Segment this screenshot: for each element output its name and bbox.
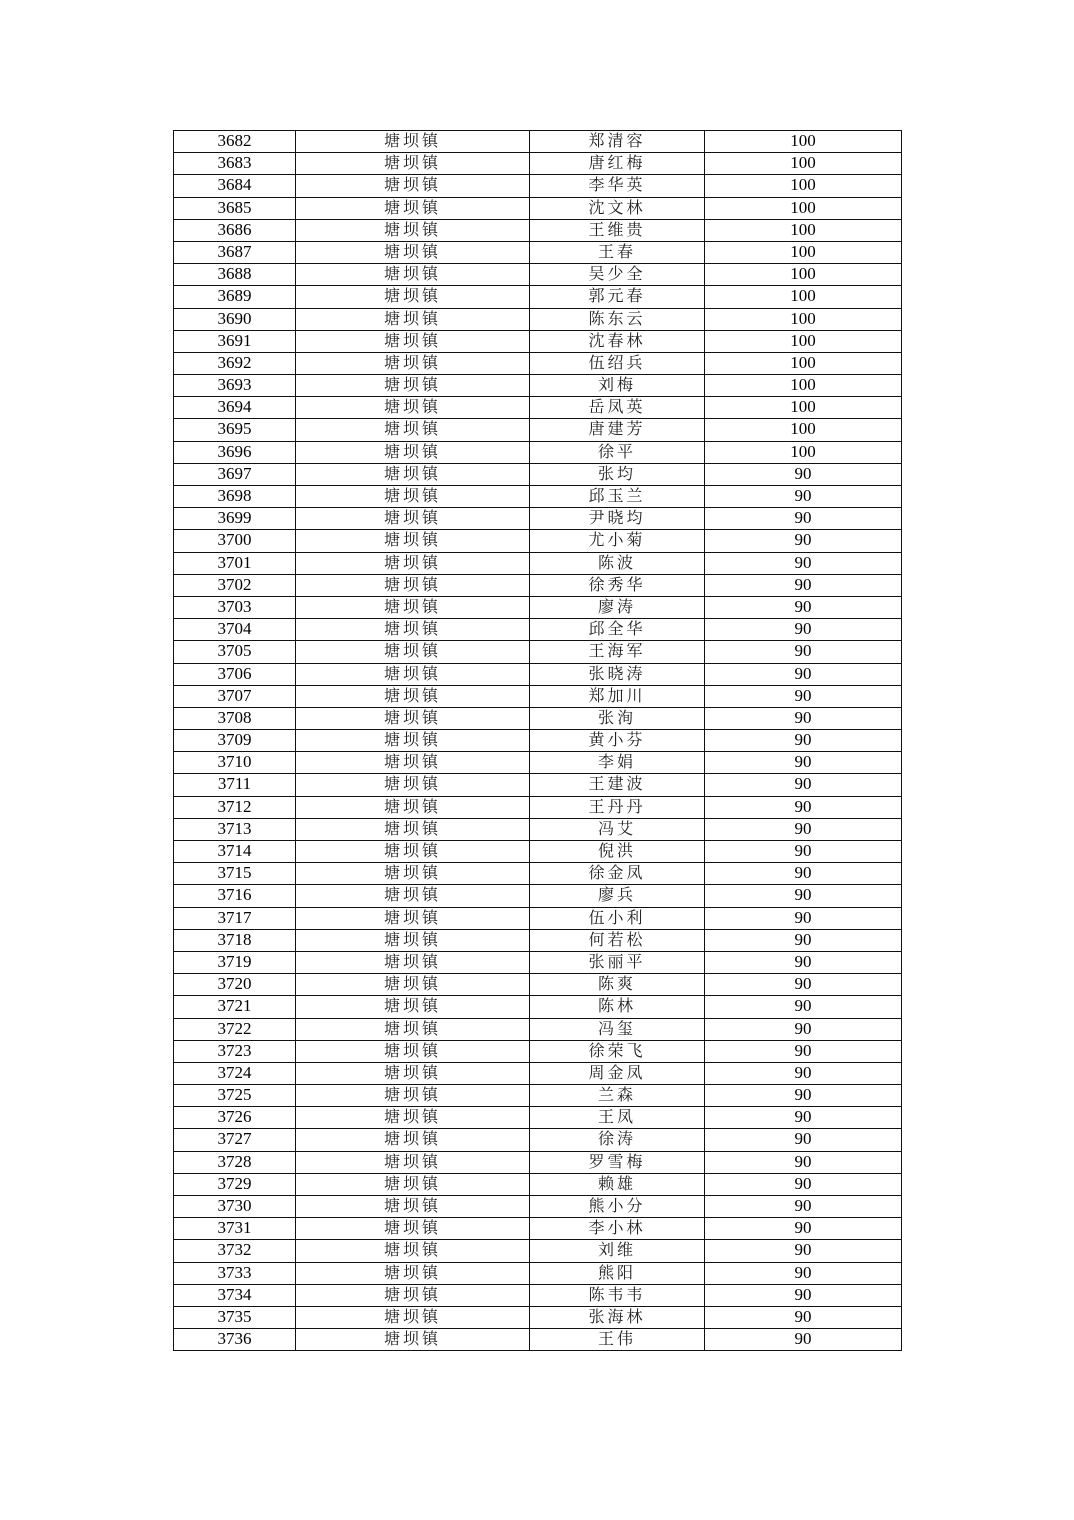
town-cell: 塘坝镇	[296, 574, 530, 596]
amount-cell: 90	[705, 574, 902, 596]
table-row	[174, 752, 902, 774]
row-number-cell: 3718	[174, 929, 296, 951]
row-number-cell: 3723	[174, 1040, 296, 1062]
row-number-cell: 3684	[174, 175, 296, 197]
row-number-cell: 3701	[174, 552, 296, 574]
name-cell: 徐秀华	[530, 574, 705, 596]
name-cell: 陈韦韦	[530, 1284, 705, 1306]
table-row	[174, 264, 902, 286]
name-cell: 徐荣飞	[530, 1040, 705, 1062]
table-row	[174, 730, 902, 752]
row-number-cell: 3734	[174, 1284, 296, 1306]
table-row	[174, 596, 902, 618]
amount-cell: 100	[705, 397, 902, 419]
name-cell: 赖雄	[530, 1173, 705, 1195]
name-cell: 郭元春	[530, 286, 705, 308]
name-cell: 唐红梅	[530, 153, 705, 175]
town-cell: 塘坝镇	[296, 974, 530, 996]
table-row	[174, 397, 902, 419]
amount-cell: 100	[705, 175, 902, 197]
town-cell: 塘坝镇	[296, 641, 530, 663]
name-cell: 王伟	[530, 1329, 705, 1351]
town-cell: 塘坝镇	[296, 197, 530, 219]
name-cell: 张洵	[530, 707, 705, 729]
table-row	[174, 1262, 902, 1284]
amount-cell: 90	[705, 530, 902, 552]
amount-cell: 90	[705, 951, 902, 973]
row-number-cell: 3729	[174, 1173, 296, 1195]
table-row	[174, 419, 902, 441]
amount-cell: 90	[705, 486, 902, 508]
town-cell: 塘坝镇	[296, 951, 530, 973]
table-row	[174, 1240, 902, 1262]
row-number-cell: 3714	[174, 841, 296, 863]
name-cell: 冯艾	[530, 818, 705, 840]
row-number-cell: 3725	[174, 1085, 296, 1107]
row-number-cell: 3704	[174, 619, 296, 641]
table-row	[174, 974, 902, 996]
table-row	[174, 175, 902, 197]
name-cell: 熊阳	[530, 1262, 705, 1284]
town-cell: 塘坝镇	[296, 663, 530, 685]
row-number-cell: 3713	[174, 818, 296, 840]
town-cell: 塘坝镇	[296, 596, 530, 618]
table-row	[174, 530, 902, 552]
amount-cell: 90	[705, 707, 902, 729]
row-number-cell: 3732	[174, 1240, 296, 1262]
name-cell: 兰森	[530, 1085, 705, 1107]
name-cell: 熊小分	[530, 1196, 705, 1218]
town-cell: 塘坝镇	[296, 1329, 530, 1351]
table-row	[174, 375, 902, 397]
row-number-cell: 3721	[174, 996, 296, 1018]
row-number-cell: 3717	[174, 907, 296, 929]
amount-cell: 100	[705, 419, 902, 441]
amount-cell: 90	[705, 752, 902, 774]
name-cell: 张海林	[530, 1306, 705, 1328]
table-row	[174, 463, 902, 485]
table-row	[174, 1129, 902, 1151]
name-cell: 刘维	[530, 1240, 705, 1262]
town-cell: 塘坝镇	[296, 486, 530, 508]
amount-cell: 90	[705, 641, 902, 663]
amount-cell: 100	[705, 308, 902, 330]
name-cell: 伍绍兵	[530, 352, 705, 374]
row-number-cell: 3692	[174, 352, 296, 374]
name-cell: 尹晓均	[530, 508, 705, 530]
row-number-cell: 3687	[174, 241, 296, 263]
name-cell: 沈春林	[530, 330, 705, 352]
town-cell: 塘坝镇	[296, 885, 530, 907]
town-cell: 塘坝镇	[296, 863, 530, 885]
table-row	[174, 241, 902, 263]
name-cell: 张晓涛	[530, 663, 705, 685]
row-number-cell: 3710	[174, 752, 296, 774]
table-row	[174, 641, 902, 663]
amount-cell: 90	[705, 974, 902, 996]
town-cell: 塘坝镇	[296, 1151, 530, 1173]
amount-cell: 90	[705, 1062, 902, 1084]
name-cell: 王建波	[530, 774, 705, 796]
row-number-cell: 3733	[174, 1262, 296, 1284]
amount-cell: 90	[705, 885, 902, 907]
amount-cell: 90	[705, 1107, 902, 1129]
row-number-cell: 3697	[174, 463, 296, 485]
name-cell: 王丹丹	[530, 796, 705, 818]
town-cell: 塘坝镇	[296, 685, 530, 707]
name-cell: 王海军	[530, 641, 705, 663]
town-cell: 塘坝镇	[296, 1040, 530, 1062]
town-cell: 塘坝镇	[296, 907, 530, 929]
town-cell: 塘坝镇	[296, 241, 530, 263]
name-cell: 陈东云	[530, 308, 705, 330]
amount-cell: 100	[705, 131, 902, 153]
name-cell: 李华英	[530, 175, 705, 197]
table-row	[174, 1306, 902, 1328]
table-row	[174, 996, 902, 1018]
amount-cell: 90	[705, 1240, 902, 1262]
town-cell: 塘坝镇	[296, 1173, 530, 1195]
town-cell: 塘坝镇	[296, 419, 530, 441]
row-number-cell: 3705	[174, 641, 296, 663]
row-number-cell: 3728	[174, 1151, 296, 1173]
row-number-cell: 3695	[174, 419, 296, 441]
table-row	[174, 907, 902, 929]
name-cell: 李小林	[530, 1218, 705, 1240]
table-row	[174, 153, 902, 175]
amount-cell: 100	[705, 153, 902, 175]
row-number-cell: 3690	[174, 308, 296, 330]
name-cell: 周金凤	[530, 1062, 705, 1084]
town-cell: 塘坝镇	[296, 1262, 530, 1284]
table-row	[174, 1040, 902, 1062]
name-cell: 岳凤英	[530, 397, 705, 419]
table-row	[174, 951, 902, 973]
row-number-cell: 3709	[174, 730, 296, 752]
table-row	[174, 1062, 902, 1084]
name-cell: 吴少全	[530, 264, 705, 286]
row-number-cell: 3730	[174, 1196, 296, 1218]
row-number-cell: 3715	[174, 863, 296, 885]
row-number-cell: 3706	[174, 663, 296, 685]
amount-cell: 90	[705, 1306, 902, 1328]
amount-cell: 90	[705, 1018, 902, 1040]
town-cell: 塘坝镇	[296, 619, 530, 641]
table-row	[174, 574, 902, 596]
amount-cell: 90	[705, 1284, 902, 1306]
row-number-cell: 3696	[174, 441, 296, 463]
row-number-cell: 3693	[174, 375, 296, 397]
town-cell: 塘坝镇	[296, 1284, 530, 1306]
town-cell: 塘坝镇	[296, 330, 530, 352]
town-cell: 塘坝镇	[296, 774, 530, 796]
table-row	[174, 885, 902, 907]
table-row	[174, 1329, 902, 1351]
town-cell: 塘坝镇	[296, 508, 530, 530]
row-number-cell: 3716	[174, 885, 296, 907]
amount-cell: 90	[705, 663, 902, 685]
amount-cell: 90	[705, 730, 902, 752]
name-cell: 徐涛	[530, 1129, 705, 1151]
amount-cell: 90	[705, 1329, 902, 1351]
table-row	[174, 774, 902, 796]
table-row	[174, 1018, 902, 1040]
row-number-cell: 3682	[174, 131, 296, 153]
amount-cell: 90	[705, 685, 902, 707]
name-cell: 廖兵	[530, 885, 705, 907]
amount-cell: 90	[705, 996, 902, 1018]
amount-cell: 90	[705, 1085, 902, 1107]
table-row	[174, 197, 902, 219]
name-cell: 尤小菊	[530, 530, 705, 552]
name-cell: 何若松	[530, 929, 705, 951]
town-cell: 塘坝镇	[296, 752, 530, 774]
amount-cell: 90	[705, 863, 902, 885]
name-cell: 罗雪梅	[530, 1151, 705, 1173]
town-cell: 塘坝镇	[296, 841, 530, 863]
town-cell: 塘坝镇	[296, 175, 530, 197]
amount-cell: 90	[705, 841, 902, 863]
name-cell: 王凤	[530, 1107, 705, 1129]
table-row	[174, 441, 902, 463]
town-cell: 塘坝镇	[296, 707, 530, 729]
town-cell: 塘坝镇	[296, 153, 530, 175]
name-cell: 徐平	[530, 441, 705, 463]
amount-cell: 100	[705, 241, 902, 263]
name-cell: 陈林	[530, 996, 705, 1018]
name-cell: 廖涛	[530, 596, 705, 618]
amount-cell: 100	[705, 264, 902, 286]
row-number-cell: 3698	[174, 486, 296, 508]
town-cell: 塘坝镇	[296, 1018, 530, 1040]
amount-cell: 90	[705, 796, 902, 818]
amount-cell: 90	[705, 1218, 902, 1240]
table-row	[174, 685, 902, 707]
table-row	[174, 131, 902, 153]
name-cell: 刘梅	[530, 375, 705, 397]
name-cell: 倪洪	[530, 841, 705, 863]
row-number-cell: 3722	[174, 1018, 296, 1040]
amount-cell: 100	[705, 375, 902, 397]
row-number-cell: 3700	[174, 530, 296, 552]
town-cell: 塘坝镇	[296, 352, 530, 374]
row-number-cell: 3699	[174, 508, 296, 530]
amount-cell: 90	[705, 1129, 902, 1151]
name-cell: 黄小芬	[530, 730, 705, 752]
name-cell: 张均	[530, 463, 705, 485]
town-cell: 塘坝镇	[296, 264, 530, 286]
amount-cell: 100	[705, 286, 902, 308]
row-number-cell: 3727	[174, 1129, 296, 1151]
amount-cell: 90	[705, 1040, 902, 1062]
table-row	[174, 1218, 902, 1240]
town-cell: 塘坝镇	[296, 1062, 530, 1084]
table-row	[174, 841, 902, 863]
amount-cell: 90	[705, 463, 902, 485]
row-number-cell: 3702	[174, 574, 296, 596]
town-cell: 塘坝镇	[296, 530, 530, 552]
table-row	[174, 308, 902, 330]
amount-cell: 90	[705, 907, 902, 929]
town-cell: 塘坝镇	[296, 1107, 530, 1129]
table-row	[174, 1151, 902, 1173]
amount-cell: 90	[705, 508, 902, 530]
table-row	[174, 486, 902, 508]
town-cell: 塘坝镇	[296, 929, 530, 951]
name-cell: 陈波	[530, 552, 705, 574]
subsidy-list-table	[173, 130, 902, 1351]
table-row	[174, 219, 902, 241]
amount-cell: 90	[705, 818, 902, 840]
row-number-cell: 3694	[174, 397, 296, 419]
table-row	[174, 552, 902, 574]
table-row	[174, 1173, 902, 1195]
row-number-cell: 3731	[174, 1218, 296, 1240]
amount-cell: 90	[705, 596, 902, 618]
name-cell: 郑加川	[530, 685, 705, 707]
table-row	[174, 1107, 902, 1129]
name-cell: 伍小利	[530, 907, 705, 929]
amount-cell: 90	[705, 619, 902, 641]
amount-cell: 100	[705, 330, 902, 352]
amount-cell: 90	[705, 1173, 902, 1195]
row-number-cell: 3689	[174, 286, 296, 308]
row-number-cell: 3708	[174, 707, 296, 729]
table-row	[174, 1284, 902, 1306]
table-row	[174, 818, 902, 840]
name-cell: 郑清容	[530, 131, 705, 153]
town-cell: 塘坝镇	[296, 730, 530, 752]
name-cell: 张丽平	[530, 951, 705, 973]
town-cell: 塘坝镇	[296, 1306, 530, 1328]
town-cell: 塘坝镇	[296, 397, 530, 419]
name-cell: 沈文林	[530, 197, 705, 219]
town-cell: 塘坝镇	[296, 1240, 530, 1262]
town-cell: 塘坝镇	[296, 308, 530, 330]
table-row	[174, 619, 902, 641]
amount-cell: 90	[705, 774, 902, 796]
town-cell: 塘坝镇	[296, 1196, 530, 1218]
town-cell: 塘坝镇	[296, 552, 530, 574]
town-cell: 塘坝镇	[296, 441, 530, 463]
row-number-cell: 3726	[174, 1107, 296, 1129]
table-row	[174, 286, 902, 308]
amount-cell: 100	[705, 352, 902, 374]
town-cell: 塘坝镇	[296, 219, 530, 241]
row-number-cell: 3720	[174, 974, 296, 996]
name-cell: 王春	[530, 241, 705, 263]
row-number-cell: 3736	[174, 1329, 296, 1351]
town-cell: 塘坝镇	[296, 286, 530, 308]
table-row	[174, 707, 902, 729]
amount-cell: 90	[705, 1196, 902, 1218]
amount-cell: 90	[705, 552, 902, 574]
table-row	[174, 330, 902, 352]
row-number-cell: 3711	[174, 774, 296, 796]
table-row	[174, 796, 902, 818]
table-row	[174, 929, 902, 951]
row-number-cell: 3707	[174, 685, 296, 707]
town-cell: 塘坝镇	[296, 1085, 530, 1107]
name-cell: 邱玉兰	[530, 486, 705, 508]
amount-cell: 90	[705, 929, 902, 951]
row-number-cell: 3686	[174, 219, 296, 241]
table-row	[174, 352, 902, 374]
amount-cell: 90	[705, 1151, 902, 1173]
amount-cell: 100	[705, 219, 902, 241]
name-cell: 冯玺	[530, 1018, 705, 1040]
town-cell: 塘坝镇	[296, 818, 530, 840]
name-cell: 李娟	[530, 752, 705, 774]
name-cell: 王维贵	[530, 219, 705, 241]
table-row	[174, 863, 902, 885]
row-number-cell: 3719	[174, 951, 296, 973]
name-cell: 邱全华	[530, 619, 705, 641]
town-cell: 塘坝镇	[296, 375, 530, 397]
table-row	[174, 508, 902, 530]
amount-cell: 90	[705, 1262, 902, 1284]
row-number-cell: 3724	[174, 1062, 296, 1084]
name-cell: 唐建芳	[530, 419, 705, 441]
table-row	[174, 1085, 902, 1107]
row-number-cell: 3735	[174, 1306, 296, 1328]
name-cell: 陈爽	[530, 974, 705, 996]
name-cell: 徐金凤	[530, 863, 705, 885]
amount-cell: 100	[705, 441, 902, 463]
town-cell: 塘坝镇	[296, 131, 530, 153]
town-cell: 塘坝镇	[296, 996, 530, 1018]
amount-cell: 100	[705, 197, 902, 219]
row-number-cell: 3691	[174, 330, 296, 352]
town-cell: 塘坝镇	[296, 1129, 530, 1151]
table-row	[174, 1196, 902, 1218]
row-number-cell: 3703	[174, 596, 296, 618]
table-body	[174, 131, 902, 1351]
town-cell: 塘坝镇	[296, 463, 530, 485]
row-number-cell: 3712	[174, 796, 296, 818]
row-number-cell: 3688	[174, 264, 296, 286]
town-cell: 塘坝镇	[296, 796, 530, 818]
row-number-cell: 3683	[174, 153, 296, 175]
row-number-cell: 3685	[174, 197, 296, 219]
town-cell: 塘坝镇	[296, 1218, 530, 1240]
table-row	[174, 663, 902, 685]
